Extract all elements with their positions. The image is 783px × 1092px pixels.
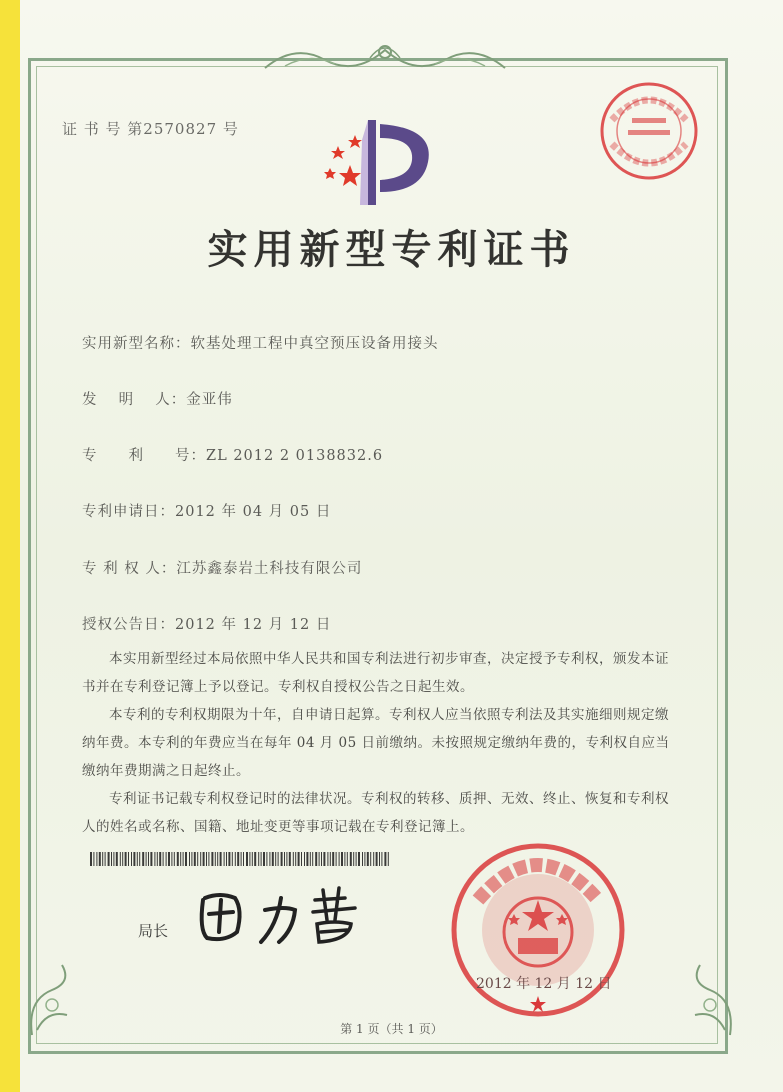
certificate-body-text (82, 645, 672, 841)
body-paragraph: 专利证书记载专利权登记时的法律状况。专利权的转移、质押、无效、终止、恢复和专利权人的姓名或名称、国籍、地址变更等事项记载在专利登记簿上。 (82, 791, 669, 835)
field-label: 发 明 人： (82, 392, 187, 408)
certificate-title: 实用新型专利证书 (207, 226, 576, 273)
field-utility-model-name (82, 332, 439, 353)
tax-stamp-seal (598, 80, 700, 182)
field-value: 2012 年 12 月 12 日 (175, 617, 332, 633)
patent-office-seal (448, 840, 628, 1020)
field-inventor (82, 388, 233, 409)
field-value: 2012 年 04 月 05 日 (175, 504, 332, 520)
top-ornament (255, 38, 515, 78)
field-grant-date (82, 613, 331, 634)
director-label: 局长 (138, 922, 169, 940)
field-label: 实用新型名称： (82, 336, 191, 352)
field-value: ZL 2012 2 0138832.6 (206, 448, 384, 464)
page-number: 第 1 页（共 1 页） (340, 1022, 443, 1036)
field-label: 专 利 权 人： (82, 561, 177, 577)
field-patentee (82, 557, 362, 578)
certificate-number: 证 书 号 第2570827 号 (62, 120, 239, 138)
field-label: 专利申请日： (82, 504, 175, 520)
field-value: 江苏鑫泰岩土科技有限公司 (176, 561, 363, 577)
field-patent-number (82, 444, 383, 465)
field-value: 软基处理工程中真空预压设备用接头 (190, 336, 439, 352)
field-value: 金亚伟 (186, 392, 233, 408)
patent-office-logo-icon (310, 110, 445, 210)
seal-date: 2012 年 12 月 12 日 (476, 976, 612, 992)
field-label: 专 利 号： (82, 448, 206, 464)
yellow-page-edge (0, 0, 20, 1092)
body-paragraph: 本专利的专利权期限为十年，自申请日起算。专利权人应当依照专利法及其实施细则规定缴纳年费。本专利的年费应当在每年 04 月 05 日前缴纳。未按照规定缴纳年费的，专利权自应当缴纳年费期满之日起终止。 (82, 707, 670, 779)
body-paragraph: 本实用新型经过本局依照中华人民共和国专利法进行初步审查，决定授予专利权，颁发本证书并在专利登记簿上予以登记。专利权自授权公告之日起生效。 (82, 651, 669, 695)
barcode (90, 852, 390, 866)
field-application-date (82, 500, 331, 521)
field-label: 授权公告日： (82, 617, 175, 633)
director-signature (195, 880, 365, 950)
